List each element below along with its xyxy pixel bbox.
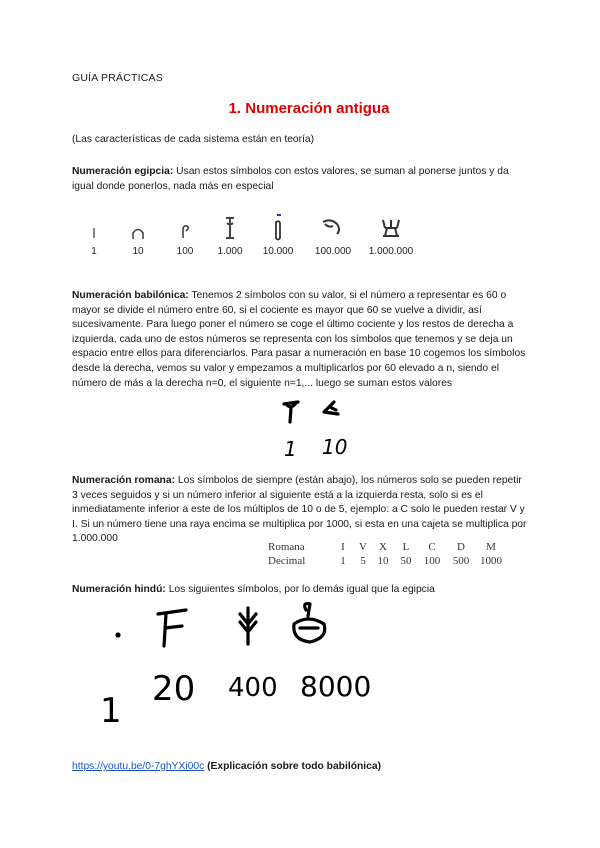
trident-icon bbox=[240, 608, 256, 644]
lotus-flower-icon bbox=[218, 214, 242, 242]
chevron-icon bbox=[324, 402, 338, 414]
tadpole-icon bbox=[319, 214, 347, 242]
decimal-cell: 5 bbox=[360, 555, 366, 567]
hindu-value: 400 bbox=[228, 673, 278, 703]
roman-row bbox=[268, 540, 506, 554]
youtube-link[interactable]: https://youtu.be/0-7ghYXi00c bbox=[72, 761, 205, 772]
pot-icon bbox=[294, 604, 325, 642]
hindu-value: 1 bbox=[100, 691, 122, 730]
roman-cell: I bbox=[341, 541, 345, 553]
roman-table bbox=[268, 540, 506, 568]
footer-line bbox=[72, 760, 528, 775]
egyptian-value: 10.000 bbox=[262, 246, 294, 257]
decimal-row-label: Decimal bbox=[268, 555, 306, 567]
egyptian-heading: Numeración egipcia: bbox=[72, 166, 174, 177]
babylonian-paragraph bbox=[72, 289, 528, 391]
babylonian-value: 10 bbox=[322, 435, 348, 459]
decimal-cell: 1000 bbox=[480, 555, 502, 567]
hindu-body: Los siguientes símbolos, por lo demás igual que la egipcia bbox=[165, 584, 435, 595]
egyptian-symbol bbox=[74, 214, 114, 257]
egyptian-symbol bbox=[210, 214, 250, 257]
egyptian-symbol bbox=[165, 214, 205, 257]
intro-note: (Las características de cada sistema están en teoría) bbox=[72, 134, 315, 145]
roman-cell: V bbox=[359, 541, 367, 553]
page-header: GUÍA PRÁCTICAS bbox=[72, 72, 163, 84]
flag-icon bbox=[158, 610, 186, 646]
hindu-paragraph bbox=[72, 583, 528, 598]
decimal-row bbox=[268, 554, 506, 568]
egyptian-value: 1.000.000 bbox=[368, 246, 414, 257]
stroke-icon bbox=[82, 214, 106, 242]
egyptian-symbols bbox=[80, 214, 440, 264]
decimal-cell: 100 bbox=[423, 555, 441, 567]
dot-icon bbox=[115, 632, 120, 637]
egyptian-value: 1.000 bbox=[217, 246, 243, 257]
roman-paragraph bbox=[72, 474, 528, 547]
babylonian-body: Tenemos 2 símbolos con su valor, si el número a representar es 60 o mayor se divide el número entre 60, si el cociente es mayor que 60 se vuelve a dividir, así sucesivamente. Para luego poner el número se coge el último cociente y los restos de derecha a izquierda, cada uno de estos números se representa con los símbolos que tenemos y se deja un espacio entre ellos para diferenciarlos. Para pasar a numeración en base 10 cogemos los símbolos desde la derecha, vemos su valor y empezamos a multiplicarlos por 60 elevado a n, siendo el número de más a la derecha n=0, el siguiente n=1,... luego se suman estos valores bbox=[72, 290, 526, 389]
egyptian-value: 1 bbox=[91, 246, 97, 257]
egyptian-paragraph bbox=[72, 165, 528, 194]
babylonian-symbols bbox=[280, 398, 350, 460]
babylonian-heading: Numeración babilónica: bbox=[72, 290, 189, 301]
hindu-value: 8000 bbox=[300, 670, 372, 703]
hindu-symbols bbox=[96, 600, 386, 730]
egyptian-body: Usan estos símbolos con estos valores, se suman al ponerse juntos y da igual donde ponerlos, nada más en especial bbox=[72, 166, 509, 192]
egyptian-value: 10 bbox=[132, 246, 144, 257]
heel-bone-icon bbox=[126, 214, 150, 242]
roman-cell: X bbox=[379, 541, 387, 553]
roman-body: Los símbolos de siempre (están abajo), los números solo se pueden repetir 3 veces seguidos y si un número inferior al siguiente está a la izquierda resta, solo si es el inmediatamente inferior a este de los múltiplos de 10 o de 5, ejemplo: a C solo le pueden restar V y I. Si un número tiene una raya encima se multiplica por 1000, si esta en una cajeta se multiplica por 1.000.000 bbox=[72, 475, 527, 545]
roman-cell: C bbox=[428, 541, 436, 553]
finger-icon bbox=[266, 214, 290, 246]
link-note: (Explicación sobre todo babilónica) bbox=[204, 761, 382, 772]
roman-row-label: Romana bbox=[268, 541, 305, 553]
roman-heading: Numeración romana: bbox=[72, 475, 175, 486]
wedge-icon bbox=[284, 402, 298, 422]
heh-god-icon bbox=[377, 214, 405, 242]
section-title: 1. Numeración antigua bbox=[228, 100, 390, 117]
decimal-cell: 50 bbox=[400, 555, 412, 567]
egyptian-symbol bbox=[368, 214, 414, 257]
decimal-cell: 10 bbox=[377, 555, 389, 567]
egyptian-symbol bbox=[118, 214, 158, 257]
egyptian-value: 100.000 bbox=[314, 246, 352, 257]
roman-cell: D bbox=[457, 541, 465, 553]
egyptian-symbol bbox=[313, 214, 353, 257]
hindu-value: 20 bbox=[152, 669, 196, 709]
egyptian-symbol bbox=[258, 214, 298, 257]
hindu-heading: Numeración hindú: bbox=[72, 584, 166, 595]
babylonian-value: 1 bbox=[284, 437, 297, 460]
decimal-cell: 1 bbox=[340, 555, 346, 567]
egyptian-value: 100 bbox=[176, 246, 194, 257]
roman-cell: M bbox=[486, 541, 496, 553]
coil-rope-icon bbox=[173, 214, 197, 242]
roman-cell: L bbox=[402, 541, 410, 553]
decimal-cell: 500 bbox=[452, 555, 470, 567]
